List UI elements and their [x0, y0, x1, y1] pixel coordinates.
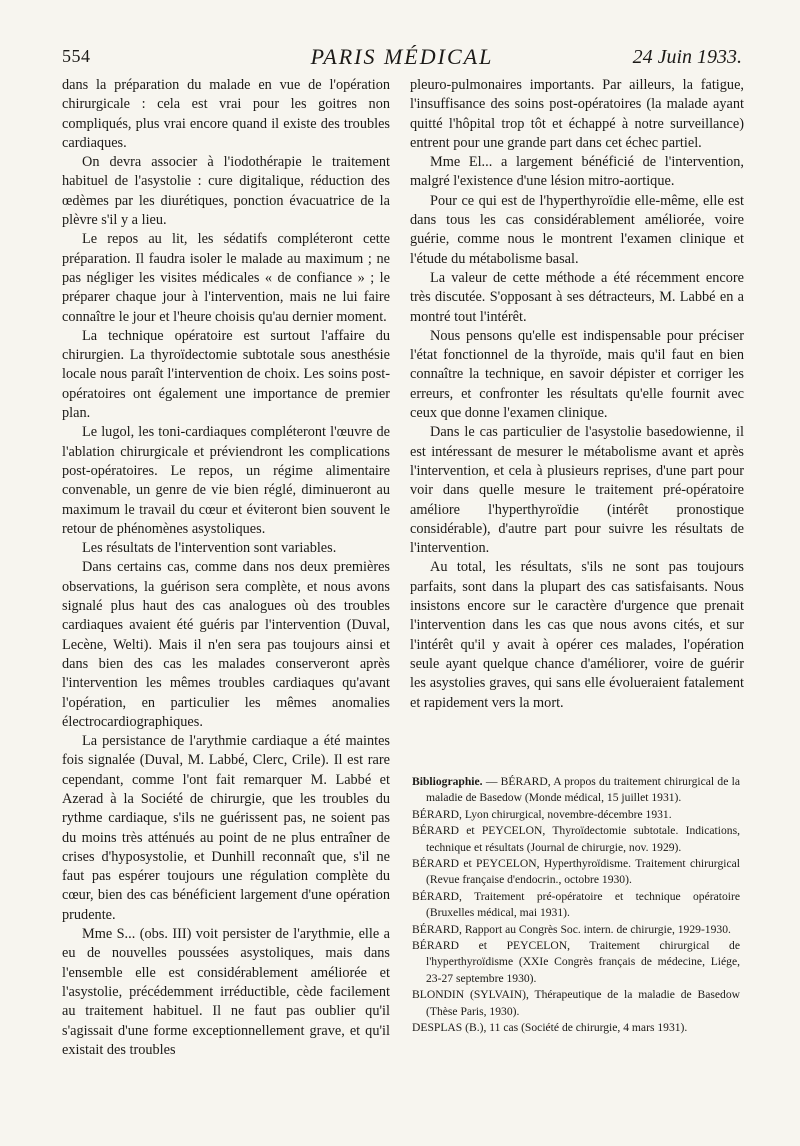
issue-date: 24 Juin 1933.: [632, 46, 742, 68]
paragraph: La valeur de cette méthode a été récemment encore très discutée. S'opposant à ses détracteurs, M. Labbé en a montré tout l'intérêt.: [410, 269, 744, 325]
bibliography-heading: Bibliographie.: [412, 775, 483, 788]
bibliography-entry: DESPLAS (B.), 11 cas (Société de chirurgie, 4 mars 1931).: [412, 1021, 688, 1035]
left-column: [62, 76, 390, 1060]
paragraph: On devra associer à l'iodothérapie le traitement habituel de l'asystolie : cure digitalique, réduction des œdèmes par les diurétiques, ponction évacuatrice de la plèvre s'il y a lieu.: [62, 154, 390, 229]
paragraph: Les résultats de l'intervention sont variables.: [82, 540, 337, 557]
paragraph: Pour ce qui est de l'hyperthyroïdie elle-même, elle est dans tous les cas considérablement améliorée, voire guérie, comme nous le montrent l'examen clinique et l'étude du métabolisme basal.: [410, 192, 744, 267]
bibliography-entry: BÉRARD et PEYCELON, Traitement chirurgical de l'hyperthyroïdisme (XXIe Congrès français de médecine, Liége, 23-27 septembre 1930).: [412, 939, 740, 985]
paragraph: Mme El... a largement bénéficié de l'intervention, malgré l'existence d'une lésion mitro-aortique.: [410, 154, 744, 190]
bibliography-text: — BÉRARD, A propos du traitement chirurgical de la maladie de Basedow (Monde médical, 15 juillet 1931).: [426, 775, 740, 805]
paragraph: Au total, les résultats, s'ils ne sont pas toujours parfaits, sont dans la plupart des cas satisfaisants. Nous insistons encore sur le caractère d'urgence que prenait l'intervention dans les cas que nous avons cités, et sur l'intérêt qu'il y avait à opérer ces malades, l'opération seule ayant quelque chance d'améliorer, voire de guérir les asystolies graves, qui sans elle évolueraient fatalement et rapidement vers la mort.: [410, 559, 744, 711]
paragraph: Le repos au lit, les sédatifs compléteront cette préparation. Il faudra isoler le malade au maximum ; ne pas négliger les visites médicales « de confiance » ; le préparer chaque jour à l'intervention, mais ne lui faire connaître le jour et l'heure choisis qu'au dernier moment.: [62, 231, 390, 325]
bibliography-entry: BÉRARD et PEYCELON, Thyroïdectomie subtotale. Indications, technique et résultats (Journal de chirurgie, nov. 1929).: [412, 824, 740, 854]
bibliography-entry: BÉRARD et PEYCELON, Hyperthyroïdisme. Traitement chirurgical (Revue française d'endocrin., octobre 1930).: [412, 857, 740, 887]
paragraph: Mme S... (obs. III) voit persister de l'arythmie, elle a eu de nouvelles poussées asystoliques, mais dans l'ensemble elle est considérablement améliorée et l'asystolie, précédemment irréductible, cède facilement au traitement habituel. Il ne faut pas oublier qu'il s'agissait d'une forme exceptionnellement grave, et qu'il existait des troubles: [62, 926, 390, 1058]
paragraph: dans la préparation du malade en vue de l'opération chirurgicale : cela est vrai pour les goitres non compliqués, plus vrai encore quand il existe des troubles cardiaques.: [62, 77, 390, 151]
bibliography-entry: BÉRARD, Rapport au Congrès Soc. intern. de chirurgie, 1929-1930.: [412, 922, 731, 936]
paragraph: La technique opératoire est surtout l'affaire du chirurgien. La thyroïdectomie subtotale sous anesthésie locale nous paraît l'intervention de choix. Les soins post-opératoires ont également une importance de premier plan.: [62, 327, 390, 422]
bibliography: [412, 774, 740, 1037]
running-header: [62, 44, 742, 74]
bibliography-entry: BÉRARD, Lyon chirurgical, novembre-décembre 1931.: [412, 807, 672, 821]
paragraph: Dans le cas particulier de l'asystolie basedowienne, il est intéressant de mesurer le métabolisme avant et après l'intervention, et cela à plusieurs reprises, d'une part pour voir dans quelle mesure le traitement pré-opératoire améliore l'hyperthyroïdie (intérêt pronostique considérable), d'autre part pour suivre les résultats de l'intervention.: [410, 424, 744, 557]
bibliography-entry: BLONDIN (SYLVAIN), Thérapeutique de la maladie de Basedow (Thèse Paris, 1930).: [412, 988, 740, 1018]
page-number: 554: [62, 46, 91, 66]
bibliography-entry: BÉRARD, Traitement pré-opératoire et technique opératoire (Bruxelles médical, mai 1931).: [412, 889, 740, 920]
journal-title: PARIS MÉDICAL: [310, 44, 494, 69]
paragraph: La persistance de l'arythmie cardiaque a été maintes fois signalée (Duval, M. Labbé, Clerc, Crile). Il est rare cependant, comme l'ont fait remarquer M. Labbé et Azerad à la Société de chirurgie, que les troubles du rythme cardiaque, s'ils ne guérissent pas, ne soient pas du moins très atténués au point de ne plus entraîner de crises d'hyposystolie, et Dunhill reconnaît que, s'il ne faut pas espérer toujours une régulation complète du cœur, bien des cas bénéficient largement d'une opération prudente.: [62, 733, 390, 923]
right-column: [410, 76, 744, 713]
paragraph: Nous pensons qu'elle est indispensable pour préciser l'état fonctionnel de la thyroïde, mais qu'il faut en bien connaître la technique, en savoir dépister et corriger les erreurs, et confronter les résultats qu'elle fournit avec ceux que donne l'examen clinique.: [410, 327, 744, 422]
paragraph: pleuro-pulmonaires importants. Par ailleurs, la fatigue, l'insuffisance des soins post-opératoires (la malade ayant quitté l'hôpital trop tôt et échappé à notre surveillance) entrent pour une grande part dans cet échec partiel.: [410, 77, 744, 151]
paragraph: Dans certains cas, comme dans nos deux premières observations, la guérison sera complète, et nous avons signalé plus haut des cas analogues où des troubles cardiaques avaient été guéris par l'intervention (Duval, Lecène, Welti). Mais il n'en sera pas toujours ainsi et dans bien des cas les malades conserveront après l'intervention les mêmes troubles cardiaques qu'avant l'opération, en particulier les mêmes anomalies électrocardiographiques.: [62, 559, 390, 730]
bibliography-entry: [412, 774, 740, 807]
paragraph: Le lugol, les toni-cardiaques compléteront l'œuvre de l'ablation chirurgicale et préviendront les complications post-opératoires. Le repos, un régime alimentaire convenable, un genre de vie bien réglé, diminueront au maximum le travail du cœur et éviteront bien souvent le retour de phénomènes asystoliques.: [62, 424, 390, 537]
